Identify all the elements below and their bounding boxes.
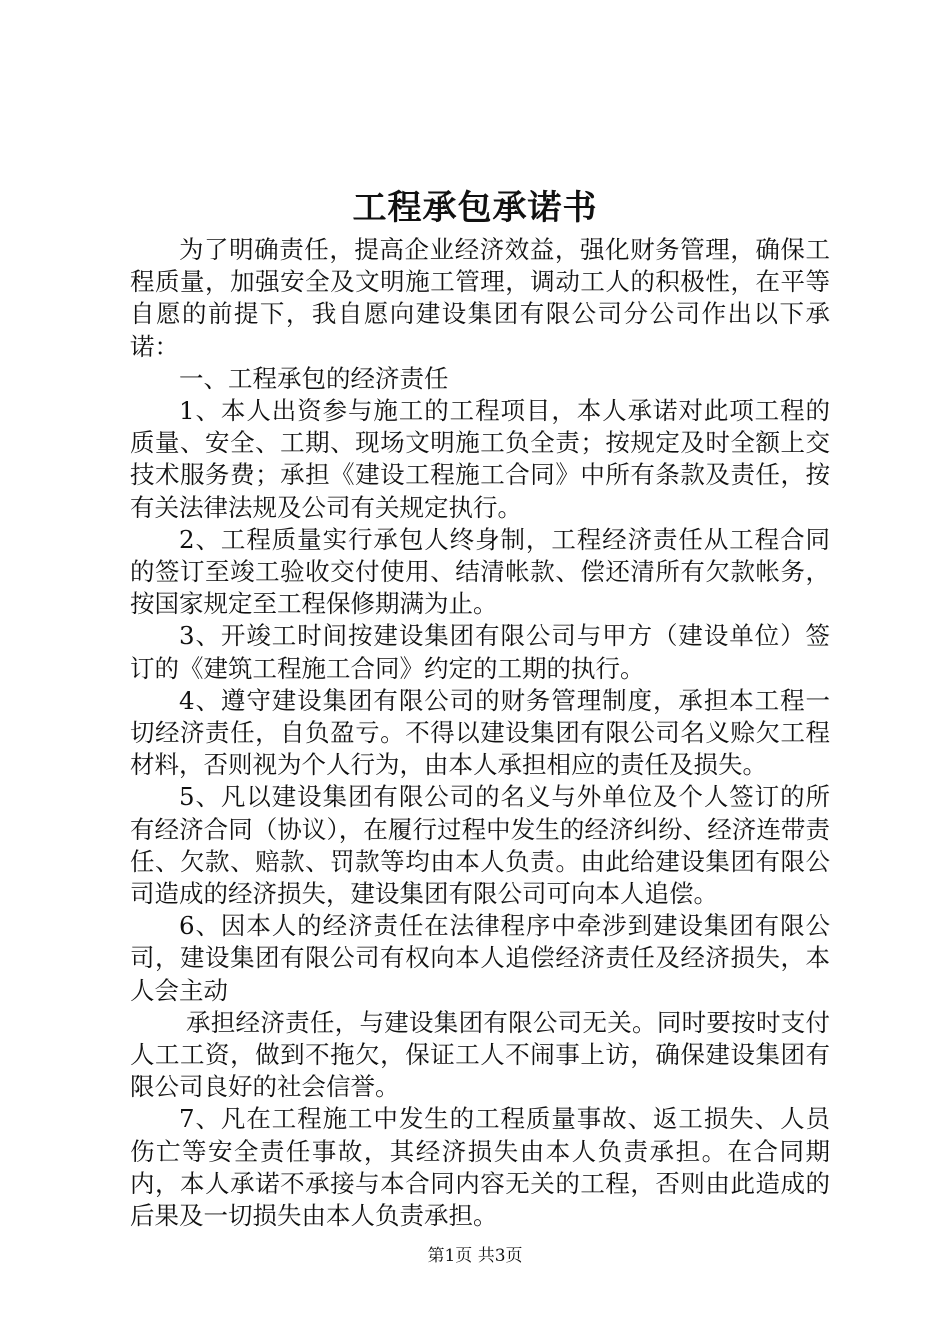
section-heading-economic-responsibility: 一、工程承包的经济责任	[179, 363, 449, 393]
page-number-footer: 第1页 共3页	[427, 1246, 523, 1266]
clause-6: 6、因本人的经济责任在法律程序中牵涉到建设集团有限公司，建设集团有限公司有权向本人追偿经济责任及经济损失，本人会主动	[130, 911, 830, 1005]
clause-2: 2、工程质量实行承包人终身制，工程经济责任从工程合同的签订至竣工验收交付使用、结清帐款、偿还清所有欠款帐务，按国家规定至工程保修期满为止。	[130, 524, 830, 619]
document-body	[130, 234, 830, 1232]
clause-5: 5、凡以建设集团有限公司的名义与外单位及个人签订的所有经济合同（协议），在履行过程中发生的经济纠纷、经济连带责任、欠款、赔款、罚款等均由本人负责。由此给建设集团有限公司造成的经济损失，建设集团有限公司可向本人追偿。	[130, 782, 830, 909]
clause-7: 7、凡在工程施工中发生的工程质量事故、返工损失、人员伤亡等安全责任事故，其经济损失由本人负责承担。在合同期内，本人承诺不承接与本合同内容无关的工程，否则由此造成的后果及一切损失由本人负责承担。	[130, 1104, 830, 1231]
paragraph-intro: 为了明确责任，提高企业经济效益，强化财务管理，确保工程质量，加强安全及文明施工管理，调动工人的积极性，在平等自愿的前提下，我自愿向建设集团有限公司分公司作出以下承诺：	[130, 235, 830, 361]
clause-3: 3、开竣工时间按建设集团有限公司与甲方（建设单位）签订的《建筑工程施工合同》约定的工期的执行。	[130, 621, 830, 683]
clause-1: 1、本人出资参与施工的工程项目，本人承诺对此项工程的质量、安全、工期、现场文明施工负全责；按规定及时全额上交技术服务费；承担《建设工程施工合同》中所有条款及责任，按有关法律法规及公司有关规定执行。	[130, 396, 830, 522]
document-title: 工程承包承诺书	[352, 188, 598, 228]
clause-4: 4、遵守建设集团有限公司的财务管理制度，承担本工程一切经济责任，自负盈亏。不得以建设集团有限公司名义赊欠工程材料，否则视为个人行为，由本人承担相应的责任及损失。	[130, 685, 830, 780]
clause-6-continued: 承担经济责任，与建设集团有限公司无关。同时要按时支付人工工资，做到不拖欠，保证工人不闹事上访，确保建设集团有限公司良好的社会信誉。	[130, 1007, 830, 1102]
